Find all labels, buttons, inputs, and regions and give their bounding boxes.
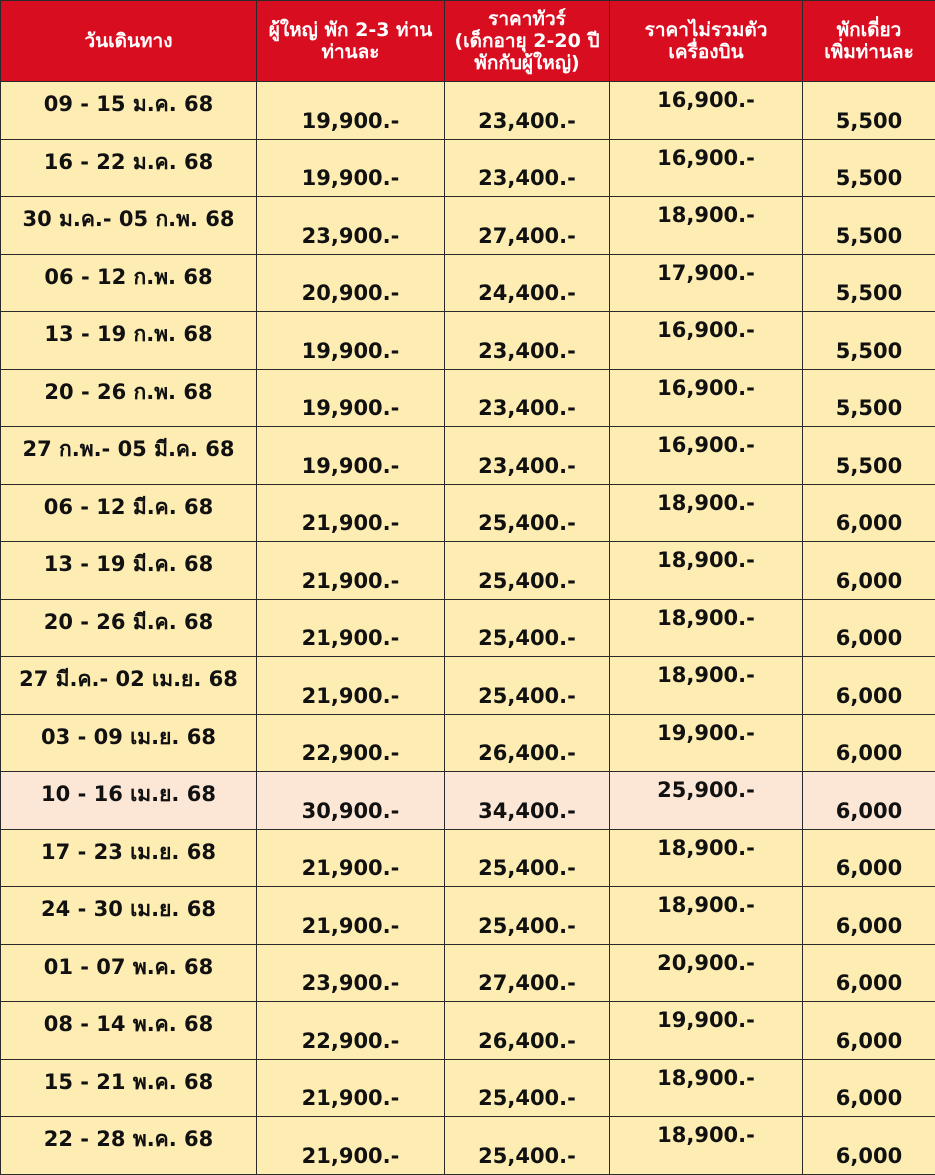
travel-date-cell: 06 - 12 ก.พ. 68 [1, 254, 257, 312]
child-price-cell: 25,400.- [445, 599, 610, 657]
header-travel-date [1, 1, 257, 82]
single-supplement-cell: 6,000 [803, 829, 935, 887]
single-supplement-cell: 6,000 [803, 1059, 935, 1117]
header-line: ผู้ใหญ่ พัก 2-3 ท่าน [257, 19, 444, 41]
adult-price-cell: 19,900.- [257, 139, 445, 197]
child-price-cell: 24,400.- [445, 254, 610, 312]
adult-price-cell: 21,900.- [257, 484, 445, 542]
no-airfare-price-cell: 19,900.- [610, 714, 803, 772]
table-row [1, 1002, 935, 1060]
child-price-cell: 27,400.- [445, 944, 610, 1002]
adult-price-cell: 30,900.- [257, 772, 445, 830]
table-row [1, 484, 935, 542]
header-line: ราคาไม่รวมตัว [610, 19, 802, 41]
adult-price-cell: 23,900.- [257, 197, 445, 255]
single-supplement-cell: 5,500 [803, 82, 935, 140]
child-price-cell: 25,400.- [445, 484, 610, 542]
travel-date-cell: 01 - 07 พ.ค. 68 [1, 944, 257, 1002]
no-airfare-price-cell: 18,900.- [610, 829, 803, 887]
no-airfare-price-cell: 16,900.- [610, 369, 803, 427]
child-price-cell: 25,400.- [445, 887, 610, 945]
adult-price-cell: 19,900.- [257, 312, 445, 370]
child-price-cell: 25,400.- [445, 657, 610, 715]
table-row [1, 312, 935, 370]
header-row [1, 1, 935, 82]
travel-date-cell: 30 ม.ค.- 05 ก.พ. 68 [1, 197, 257, 255]
header-child-price [445, 1, 610, 82]
child-price-cell: 25,400.- [445, 1059, 610, 1117]
adult-price-cell: 21,900.- [257, 1117, 445, 1175]
table-row [1, 657, 935, 715]
header-adult-price [257, 1, 445, 82]
travel-date-cell: 06 - 12 มี.ค. 68 [1, 484, 257, 542]
no-airfare-price-cell: 16,900.- [610, 82, 803, 140]
single-supplement-cell: 5,500 [803, 197, 935, 255]
no-airfare-price-cell: 16,900.- [610, 427, 803, 485]
travel-date-cell: 20 - 26 ก.พ. 68 [1, 369, 257, 427]
adult-price-cell: 22,900.- [257, 1002, 445, 1060]
no-airfare-price-cell: 19,900.- [610, 1002, 803, 1060]
travel-date-cell: 20 - 26 มี.ค. 68 [1, 599, 257, 657]
adult-price-cell: 22,900.- [257, 714, 445, 772]
header-line: พักกับผู้ใหญ่) [445, 52, 609, 74]
child-price-cell: 27,400.- [445, 197, 610, 255]
travel-date-cell: 13 - 19 ก.พ. 68 [1, 312, 257, 370]
single-supplement-cell: 6,000 [803, 772, 935, 830]
price-rows [1, 82, 935, 1175]
no-airfare-price-cell: 18,900.- [610, 1117, 803, 1175]
no-airfare-price-cell: 18,900.- [610, 887, 803, 945]
table-row [1, 542, 935, 600]
table-row [1, 944, 935, 1002]
no-airfare-price-cell: 18,900.- [610, 542, 803, 600]
travel-date-cell: 22 - 28 พ.ค. 68 [1, 1117, 257, 1175]
no-airfare-price-cell: 18,900.- [610, 599, 803, 657]
adult-price-cell: 19,900.- [257, 369, 445, 427]
single-supplement-cell: 5,500 [803, 369, 935, 427]
table-row [1, 1117, 935, 1175]
header-line: (เด็กอายุ 2-20 ปี [445, 30, 609, 52]
table-row [1, 369, 935, 427]
no-airfare-price-cell: 17,900.- [610, 254, 803, 312]
travel-date-cell: 13 - 19 มี.ค. 68 [1, 542, 257, 600]
single-supplement-cell: 6,000 [803, 714, 935, 772]
adult-price-cell: 21,900.- [257, 599, 445, 657]
adult-price-cell: 21,900.- [257, 1059, 445, 1117]
no-airfare-price-cell: 18,900.- [610, 197, 803, 255]
no-airfare-price-cell: 18,900.- [610, 484, 803, 542]
child-price-cell: 26,400.- [445, 1002, 610, 1060]
child-price-cell: 34,400.- [445, 772, 610, 830]
adult-price-cell: 21,900.- [257, 542, 445, 600]
travel-date-cell: 27 ก.พ.- 05 มี.ค. 68 [1, 427, 257, 485]
single-supplement-cell: 5,500 [803, 254, 935, 312]
header-line: เครื่องบิน [610, 41, 802, 63]
single-supplement-cell: 6,000 [803, 1002, 935, 1060]
table-row [1, 254, 935, 312]
header-line: เพิ่มท่านละ [803, 41, 935, 63]
table-row [1, 829, 935, 887]
child-price-cell: 23,400.- [445, 369, 610, 427]
no-airfare-price-cell: 16,900.- [610, 312, 803, 370]
child-price-cell: 26,400.- [445, 714, 610, 772]
child-price-cell: 23,400.- [445, 82, 610, 140]
travel-date-cell: 15 - 21 พ.ค. 68 [1, 1059, 257, 1117]
header-line: พักเดี่ยว [803, 19, 935, 41]
no-airfare-price-cell: 20,900.- [610, 944, 803, 1002]
adult-price-cell: 19,900.- [257, 82, 445, 140]
child-price-cell: 25,400.- [445, 542, 610, 600]
single-supplement-cell: 6,000 [803, 1117, 935, 1175]
no-airfare-price-cell: 16,900.- [610, 139, 803, 197]
travel-date-cell: 27 มี.ค.- 02 เม.ย. 68 [1, 657, 257, 715]
travel-date-cell: 24 - 30 เม.ย. 68 [1, 887, 257, 945]
table-row [1, 887, 935, 945]
adult-price-cell: 19,900.- [257, 427, 445, 485]
travel-date-cell: 09 - 15 ม.ค. 68 [1, 82, 257, 140]
single-supplement-cell: 6,000 [803, 887, 935, 945]
table-row [1, 139, 935, 197]
single-supplement-cell: 6,000 [803, 484, 935, 542]
header-line: ท่านละ [257, 41, 444, 63]
no-airfare-price-cell: 18,900.- [610, 657, 803, 715]
table-row [1, 82, 935, 140]
adult-price-cell: 23,900.- [257, 944, 445, 1002]
child-price-cell: 23,400.- [445, 312, 610, 370]
travel-date-cell: 08 - 14 พ.ค. 68 [1, 1002, 257, 1060]
child-price-cell: 23,400.- [445, 427, 610, 485]
no-airfare-price-cell: 25,900.- [610, 772, 803, 830]
single-supplement-cell: 5,500 [803, 312, 935, 370]
single-supplement-cell: 6,000 [803, 944, 935, 1002]
adult-price-cell: 20,900.- [257, 254, 445, 312]
single-supplement-cell: 6,000 [803, 599, 935, 657]
child-price-cell: 25,400.- [445, 829, 610, 887]
adult-price-cell: 21,900.- [257, 887, 445, 945]
travel-date-cell: 17 - 23 เม.ย. 68 [1, 829, 257, 887]
header-line: วันเดินทาง [1, 30, 256, 52]
header-line: ราคาทัวร์ [445, 8, 609, 30]
table-row [1, 714, 935, 772]
child-price-cell: 25,400.- [445, 1117, 610, 1175]
travel-date-cell: 16 - 22 ม.ค. 68 [1, 139, 257, 197]
single-supplement-cell: 6,000 [803, 657, 935, 715]
travel-date-cell: 03 - 09 เม.ย. 68 [1, 714, 257, 772]
header-single-supplement [803, 1, 935, 82]
travel-date-cell: 10 - 16 เม.ย. 68 [1, 772, 257, 830]
single-supplement-cell: 6,000 [803, 542, 935, 600]
header-no-airfare-price [610, 1, 803, 82]
table-row [1, 427, 935, 485]
child-price-cell: 23,400.- [445, 139, 610, 197]
table-row [1, 197, 935, 255]
adult-price-cell: 21,900.- [257, 829, 445, 887]
single-supplement-cell: 5,500 [803, 427, 935, 485]
no-airfare-price-cell: 18,900.- [610, 1059, 803, 1117]
adult-price-cell: 21,900.- [257, 657, 445, 715]
table-row [1, 1059, 935, 1117]
table-row-highlighted [1, 772, 935, 830]
single-supplement-cell: 5,500 [803, 139, 935, 197]
table-row [1, 599, 935, 657]
